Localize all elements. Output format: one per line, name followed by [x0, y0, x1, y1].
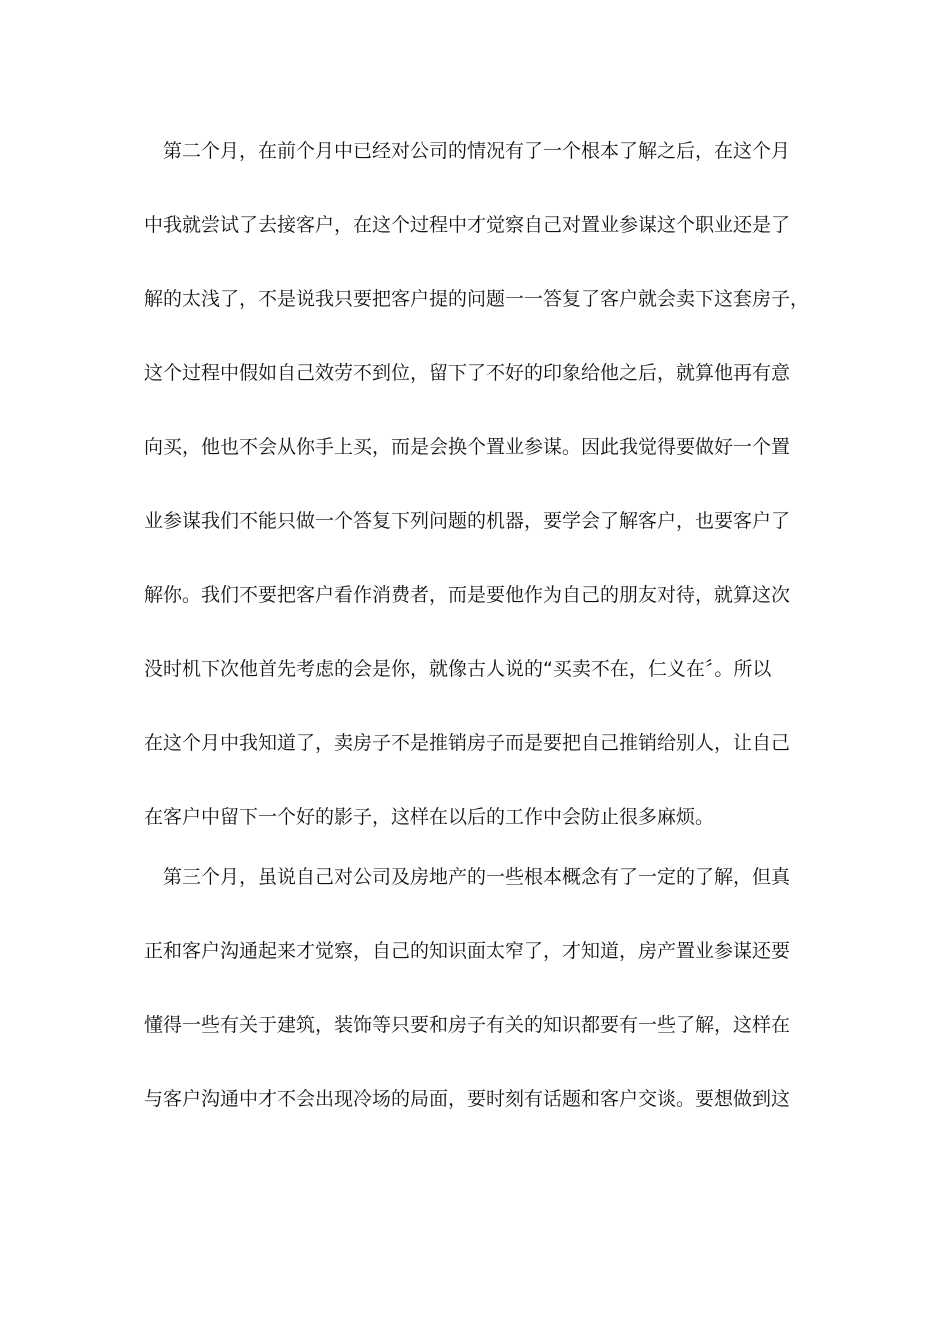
- paragraph-second-month: [144, 130, 810, 856]
- paragraph-line: 解你。我们不要把客户看作消费者，而是要他作为自己的朋友对待，就算这次: [144, 584, 791, 606]
- paragraph-line: 正和客户沟通起来才觉察，自己的知识面太窄了，才知道，房产置业参谋还要: [144, 940, 791, 962]
- paragraph-line: 没时机下次他首先考虑的会是你，就像古人说的“买卖不在，仁义在〞。所以: [144, 658, 772, 680]
- paragraph-line: 业参谋我们不能只做一个答复下列问题的机器，要学会了解客户，也要客户了: [144, 510, 791, 532]
- paragraph-line: 向买，他也不会从你手上买，而是会换个置业参谋。因此我觉得要做好一个置: [144, 436, 791, 458]
- paragraph-line: 在客户中留下一个好的影子，这样在以后的工作中会防止很多麻烦。: [144, 806, 715, 828]
- paragraph-line: 这个过程中假如自己效劳不到位，留下了不好的印象给他之后，就算他再有意: [144, 362, 791, 384]
- paragraph-line: 第三个月，虽说自己对公司及房地产的一些根本概念有了一定的了解，但真: [163, 866, 791, 888]
- paragraph-line: 懂得一些有关于建筑，装饰等只要和房子有关的知识都要有一些了解，这样在: [144, 1014, 791, 1036]
- paragraph-line: 与客户沟通中才不会出现冷场的局面，要时刻有话题和客户交谈。要想做到这: [144, 1088, 791, 1110]
- paragraph-line: 解的太浅了，不是说我只要把客户提的问题一一答复了客户就会卖下这套房子，: [144, 288, 810, 310]
- document-body: [144, 130, 810, 1140]
- paragraph-line: 第二个月，在前个月中已经对公司的情况有了一个根本了解之后，在这个月: [163, 140, 791, 162]
- paragraph-third-month: [144, 856, 806, 1140]
- paragraph-line: 在这个月中我知道了，卖房子不是推销房子而是要把自己推销给别人，让自己: [144, 732, 791, 754]
- paragraph-line: 中我就尝试了去接客户，在这个过程中才觉察自己对置业参谋这个职业还是了: [144, 214, 791, 236]
